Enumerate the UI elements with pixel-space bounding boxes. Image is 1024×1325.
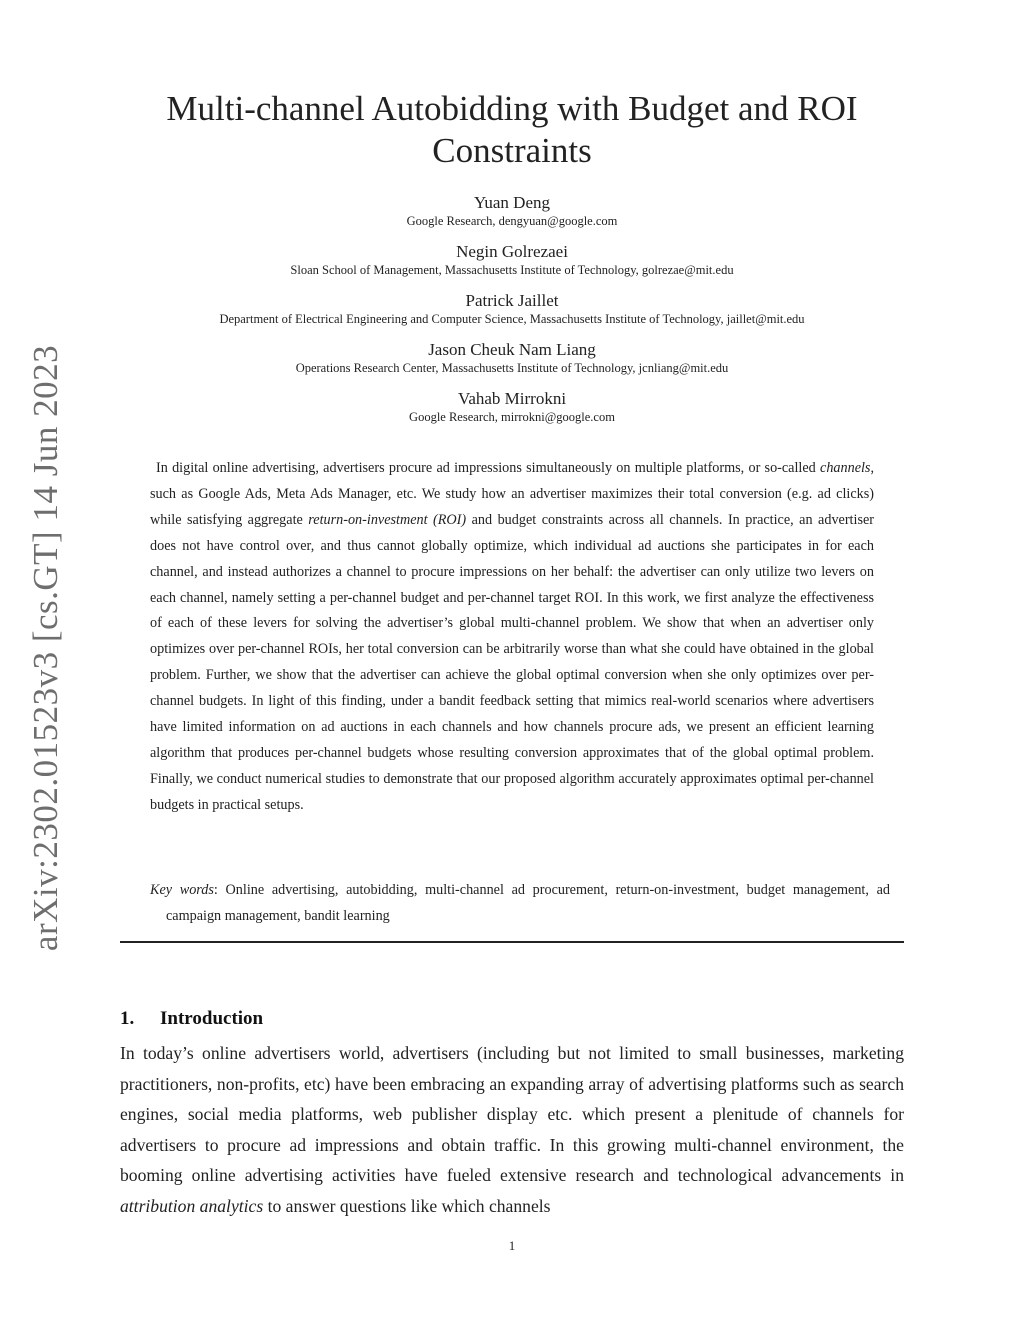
- author-affiliation: Google Research, mirrokni@google.com: [409, 410, 615, 424]
- intro-text-part: In today’s online advertisers world, advertisers (including but not limited to small businesses, marketing practitioners, non-profits, etc) have been embracing an expanding array of advertising platforms such as search engines, social media platforms, web publisher display etc. which present a plenitude of channels for advertisers to procure ad impressions and obtain traffic. In this growing multi-channel environment, the booming online advertising activities have fueled extensive research and technological advancements in: [120, 1043, 904, 1186]
- author-affiliation: Sloan School of Management, Massachusetts Institute of Technology, golrezae@mit.edu: [290, 263, 734, 277]
- author-list: [120, 193, 904, 438]
- author-block: [120, 291, 904, 327]
- section-heading: [120, 1008, 263, 1030]
- abstract-text: [150, 456, 874, 819]
- keywords-label: Key words: [150, 882, 214, 898]
- abstract-text-part: and budget constraints across all channels. In practice, an advertiser does not have control over, and thus cannot globally optimize, which individual ad auctions she participates in for each channel, and instead authorizes a channel to procure impressions on her behalf: the advertiser can only utilize two levers on each channel, namely setting a per-channel budget and per-channel target ROI. In this work, we first analyze the effectiveness of each of these levers for solving the advertiser’s global multi-channel problem. We show that when an advertiser only optimizes over per-channel ROIs, her total conversion can be arbitrarily worse than what she could have obtained in the global problem. Further, we show that the advertiser can achieve the global optimal conversion when she only optimizes over per-channel budgets. In light of this finding, under a bandit feedback setting that mimics real-world scenarios where advertisers have limited information on ad auctions in each channels and how channels procure ads, we present an efficient learning algorithm that produces per-channel budgets whose resulting conversion approximates that of the global optimal problem. Finally, we conduct numerical studies to demonstrate that our proposed algorithm accurately approximates optimal per-channel budgets in practical setups.: [150, 511, 874, 813]
- abstract-text-part: , such as Google Ads, Meta Ads Manager, etc. We study how an advertiser maximizes their total conversion (e.g. ad clicks) while satisfying aggregate: [150, 460, 874, 528]
- author-name: Vahab Mirrokni: [457, 389, 567, 408]
- page-number: 1: [508, 1238, 516, 1253]
- author-name: Negin Golrezaei: [456, 242, 568, 261]
- author-block: [120, 193, 904, 229]
- paper-title: Multi-channel Autobidding with Budget and ROI Constraints: [166, 89, 858, 170]
- author-name: Jason Cheuk Nam Liang: [428, 340, 596, 359]
- introduction-body: [120, 1038, 904, 1222]
- arxiv-identifier[interactable]: arXiv:2302.01523v3 [cs.GT] 14 Jun 2023: [26, 344, 65, 952]
- section-number: 1.: [120, 1008, 135, 1029]
- intro-emphasis: attribution analytics: [120, 1195, 264, 1216]
- abstract-text-part: In digital online advertising, advertisers procure ad impressions simultaneously on multiple platforms, or so-called: [156, 460, 821, 476]
- abstract: [150, 456, 874, 819]
- section-divider: [120, 941, 904, 943]
- author-block: [120, 389, 904, 425]
- abstract-emphasis-roi: return-on-investment (ROI): [308, 511, 467, 528]
- keywords: Key words: Online advertising, autobidding, multi-channel ad procurement, return-on-investment, budget management, ad campaign management, bandit learning: [150, 882, 890, 924]
- intro-text-part: to answer questions like which channels: [263, 1195, 551, 1216]
- keywords-text: Online advertising, autobidding, multi-channel ad procurement, return-on-investment, budget management, ad campaign management, bandit learning: [166, 882, 890, 924]
- author-block: [120, 340, 904, 376]
- author-name: Yuan Deng: [473, 193, 550, 212]
- introduction-paragraph: [120, 1038, 904, 1222]
- author-affiliation: Google Research, dengyuan@google.com: [406, 214, 618, 228]
- section-title: Introduction: [160, 1008, 264, 1029]
- author-affiliation: Operations Research Center, Massachusetts Institute of Technology, jcnliang@mit.edu: [295, 361, 729, 375]
- author-name: Patrick Jaillet: [465, 291, 559, 310]
- author-affiliation: Department of Electrical Engineering and Computer Science, Massachusetts Institute of Technology, jaillet@mit.edu: [219, 312, 805, 326]
- author-block: [120, 242, 904, 278]
- abstract-emphasis-channels: channels: [820, 460, 871, 476]
